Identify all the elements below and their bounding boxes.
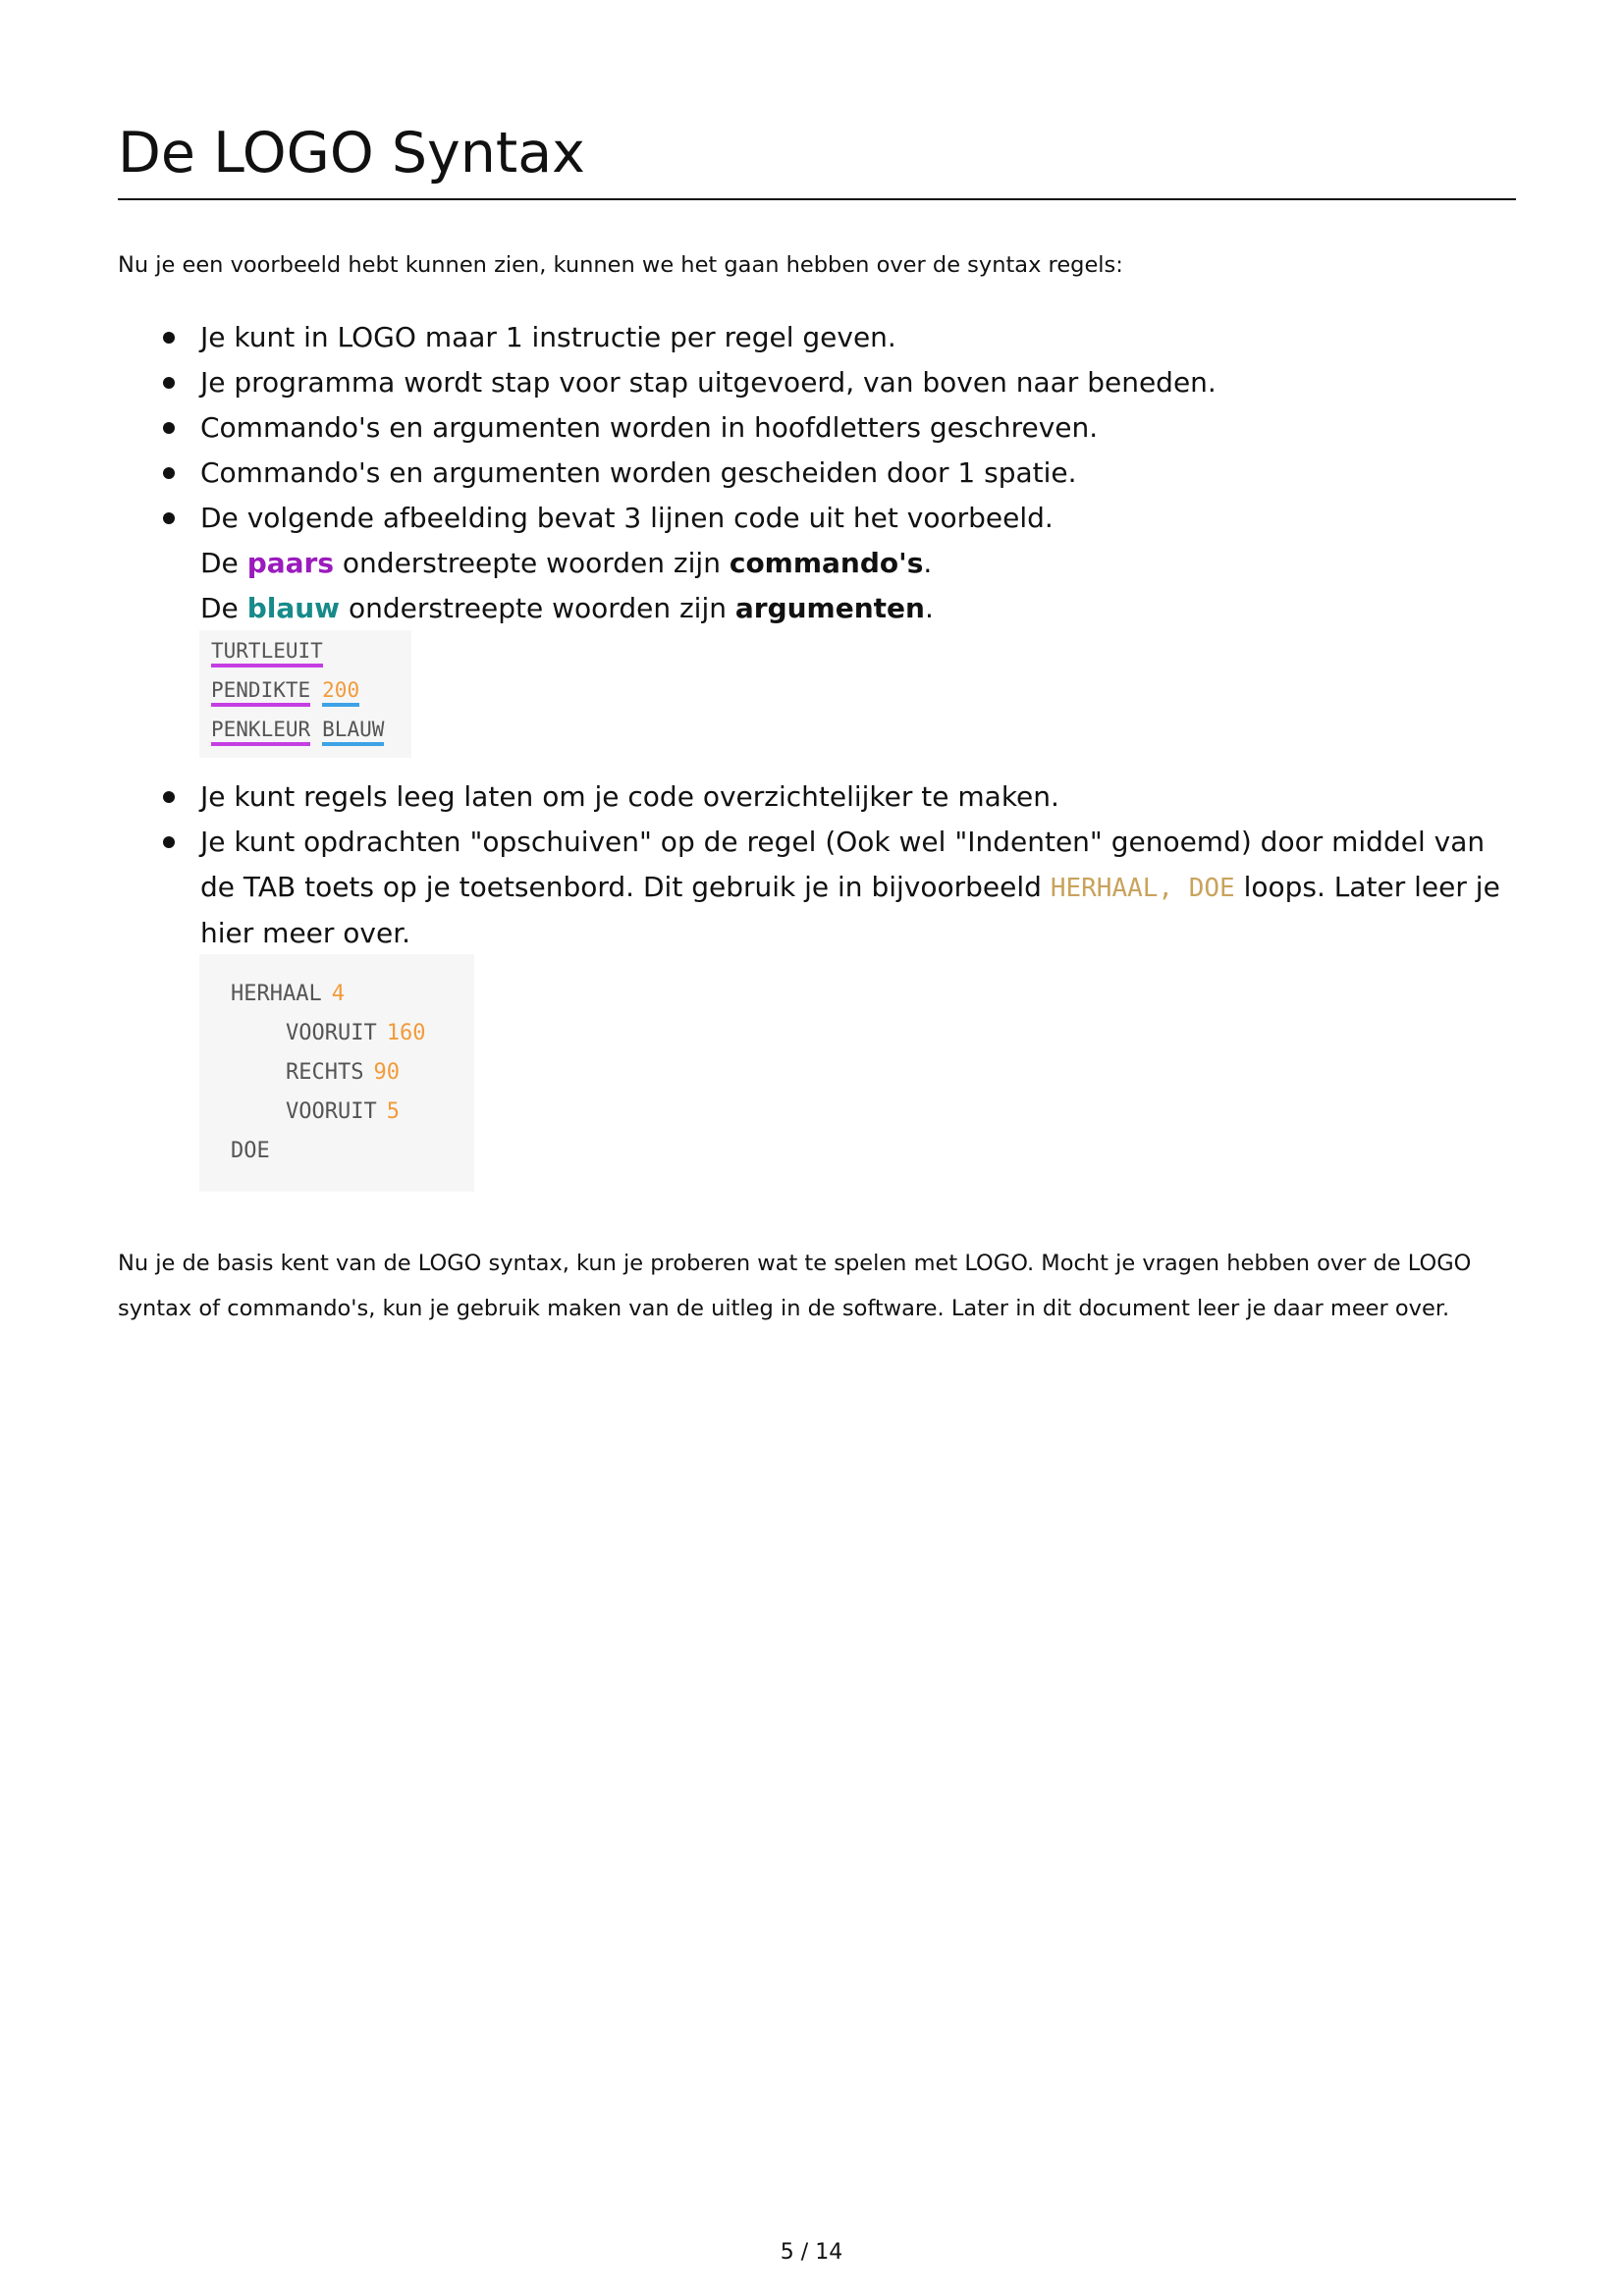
intro-paragraph: Nu je een voorbeeld hebt kunnen zien, kunnen we het gaan hebben over de syntax regels: — [118, 252, 1123, 278]
bullet-icon — [163, 836, 175, 848]
code-example-indented — [199, 954, 474, 1192]
inline-code: HERHAAL, DOE — [1050, 874, 1235, 903]
command-token: TURTLEUIT — [211, 638, 323, 667]
purple-legend-line: De paars onderstreepte woorden zijn commando's. — [200, 547, 933, 579]
blue-legend-line: De blauw onderstreepte woorden zijn argumenten. — [200, 592, 934, 624]
blue-word: blauw — [246, 592, 341, 624]
bullet-icon — [163, 512, 175, 524]
code-line — [211, 675, 359, 705]
page-number: 5 / 14 — [780, 2240, 843, 2265]
syntax-rules-list — [157, 315, 1522, 631]
bullet-icon — [163, 377, 175, 389]
bullet-icon — [163, 422, 175, 434]
bullet-icon — [163, 467, 175, 479]
code-example-underlined — [199, 630, 411, 758]
formatting-rules-list — [157, 774, 1522, 956]
argument-token: 200 — [322, 677, 359, 707]
list-item: Je kunt in LOGO maar 1 instructie per regel geven. — [157, 315, 1522, 360]
code-line: RECHTS 90 — [286, 1060, 400, 1085]
list-item: Je kunt regels leeg laten om je code overzichtelijker te maken. — [157, 774, 1522, 820]
code-line — [211, 715, 384, 744]
code-line: HERHAAL 4 — [231, 982, 345, 1006]
code-line: DOE — [231, 1139, 270, 1163]
code-line: VOORUIT 5 — [286, 1099, 400, 1124]
code-line — [211, 636, 323, 666]
code-line: VOORUIT 160 — [286, 1021, 426, 1045]
command-token: PENDIKTE — [211, 677, 310, 707]
title-rule — [118, 198, 1516, 200]
purple-word: paars — [246, 547, 335, 579]
commands-term: commando's — [729, 547, 924, 579]
list-item: Commando's en argumenten worden gescheiden door 1 spatie. — [157, 451, 1522, 496]
bullet-icon — [163, 791, 175, 803]
list-item: Je programma wordt stap voor stap uitgevoerd, van boven naar beneden. — [157, 360, 1522, 405]
list-item: De volgende afbeelding bevat 3 lijnen code uit het voorbeeld. De paars onderstreepte woorden zijn commando's. De blauw onderstreepte woorden zijn argumenten. — [157, 496, 1522, 631]
outro-paragraph: Nu je de basis kent van de LOGO syntax, kun je proberen wat te spelen met LOGO. Mocht je vragen hebben over de LOGO syntax of commando's, kun je gebruik maken van de uitleg in de software. Later in dit document leer je daar meer over. — [118, 1251, 1472, 1321]
list-item: Je kunt opdrachten "opschuiven" op de regel (Ook wel "Indenten" genoemd) door middel van de TAB toets op je toetsenbord. Dit gebruik je in bijvoorbeeld HERHAAL, DOE loops. Later leer je hier meer over. — [157, 820, 1522, 956]
command-token: PENKLEUR — [211, 717, 310, 746]
bullet-icon — [163, 332, 175, 344]
page-title: De LOGO Syntax — [118, 121, 585, 186]
list-item: Commando's en argumenten worden in hoofdletters geschreven. — [157, 405, 1522, 451]
argument-token: BLAUW — [322, 717, 384, 746]
arguments-term: argumenten — [734, 592, 925, 624]
